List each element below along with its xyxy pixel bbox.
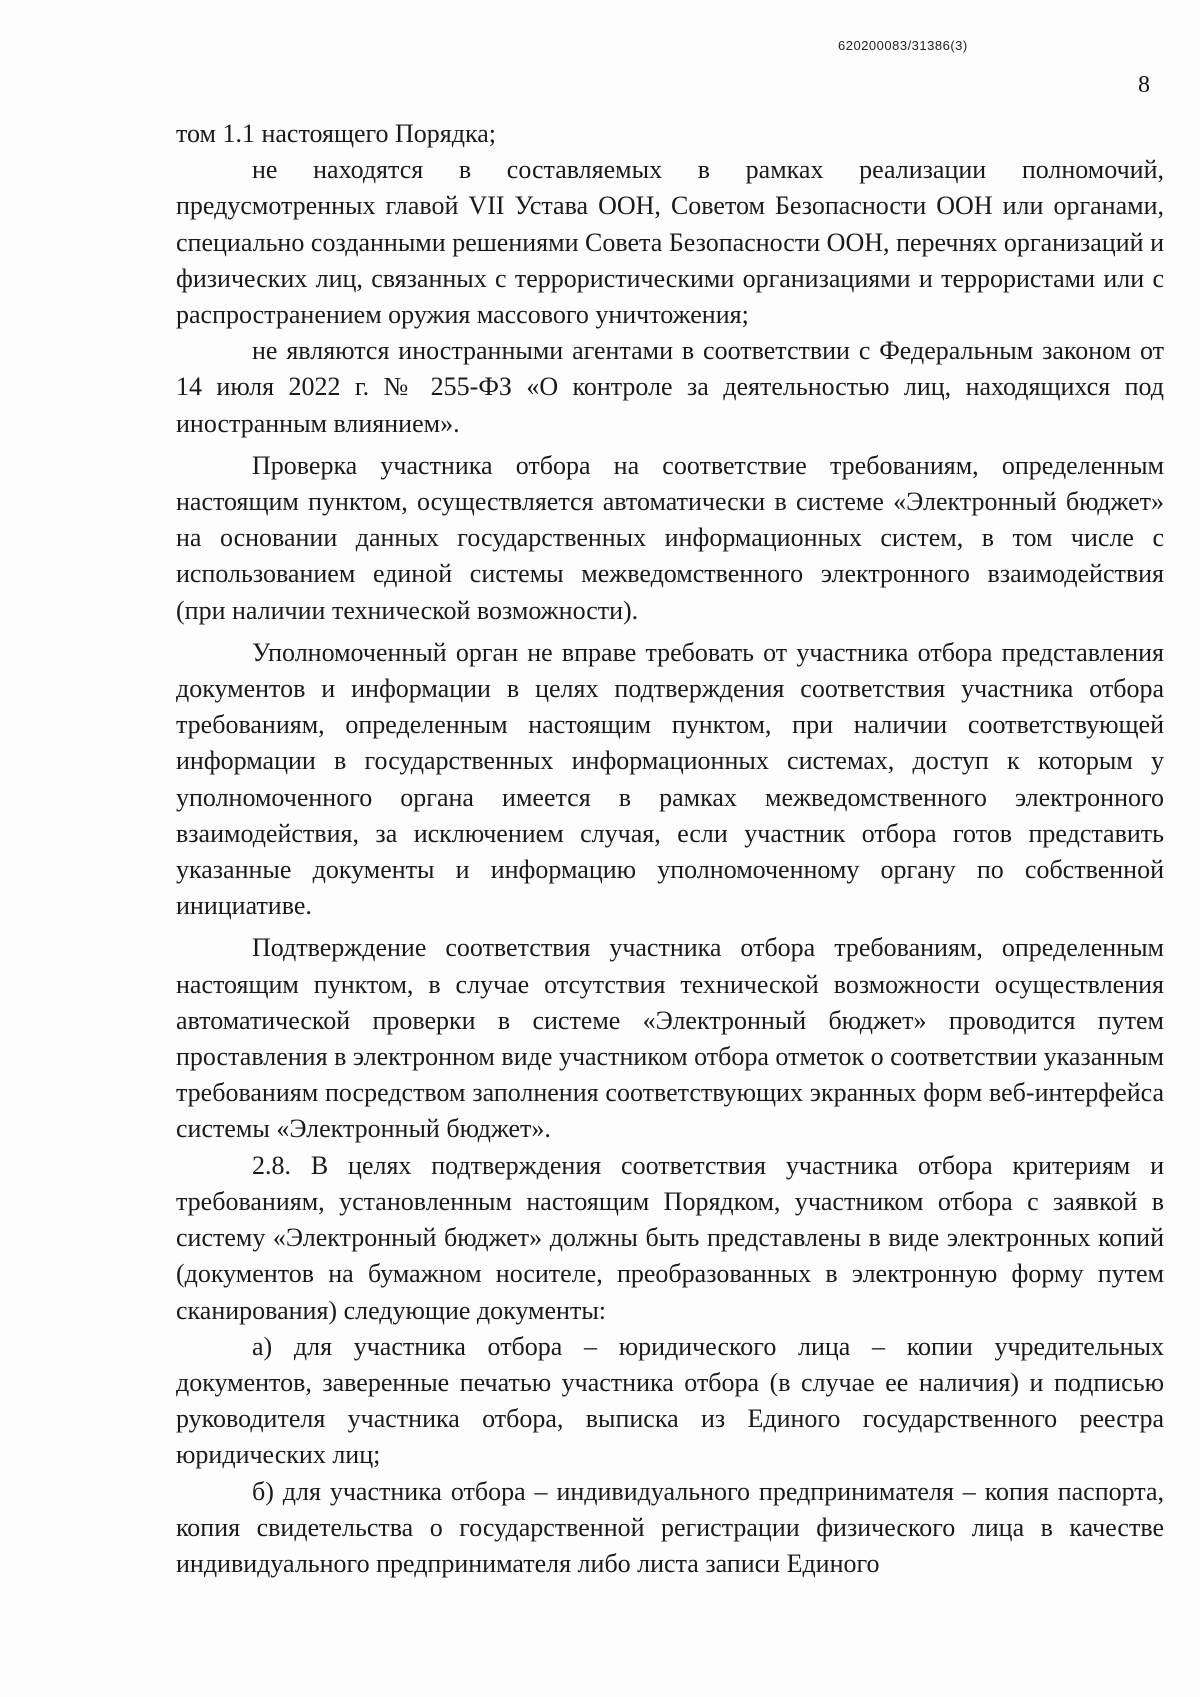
paragraph-8: а) для участника отбора – юридического лица – копии учредительных документов, заверенные печатью участника отбора (в случае ее наличия) и подписью руководителя участника отбора, выписка из Единого государственного реестра юридических лиц; [176, 1331, 1164, 1470]
paragraph-9: б) для участника отбора – индивидуального предпринимателя – копия паспорта, копия свидетельства о государственной регистрации физического лица в качестве индивидуального предпринимателя либо листа записи Единого [176, 1476, 1164, 1578]
paragraph-5: Уполномоченный орган не вправе требовать от участника отбора представления документов и информации в целях подтверждения соответствия участника отбора требованиям, определенным настоящим пунктом, при наличии соответствующей информации в государственных информационных системах, доступ к которым у уполномоченного органа имеется в рамках межведомственного электронного взаимодействия, за исключением случая, если участник отбора готов представить указанные документы и информацию уполномоченному органу по собственной инициативе. [176, 637, 1164, 921]
paragraph-6: Подтверждение соответствия участника отбора требованиям, определенным настоящим пунктом, в случае отсутствия технической возможности осуществления автоматической проверки в системе «Электронный бюджет» проводится путем проставления в электронном виде участником отбора отметок о соответствии указанным требованиям посредством заполнения соответствующих экранных форм веб-интерфейса системы «Электронный бюджет». [176, 933, 1164, 1144]
paragraph-2: не находятся в составляемых в рамках реализации полномочий, предусмотренных главой VII Устава ООН, Советом Безопасности ООН или органами, специально созданными решениями Совета Безопасности ООН, перечнях организаций и физических лиц, связанных с террористическими организациями и террористами или с распространением оружия массового уничтожения; [176, 155, 1164, 330]
page-number: 8 [1138, 72, 1150, 98]
paragraph-7: 2.8. В целях подтверждения соответствия участника отбора критериям и требованиям, установленным настоящим Порядком, участником отбора с заявкой в систему «Электронный бюджет» должны быть представлены в виде электронных копий (документов на бумажном носителе, преобразованных в электронную форму путем сканирования) следующие документы: [176, 1150, 1164, 1325]
paragraph-4: Проверка участника отбора на соответствие требованиям, определенным настоящим пунктом, осуществляется автоматически в системе «Электронный бюджет» на основании данных государственных информационных систем, в том числе с использованием единой системы межведомственного электронного взаимодействия (при наличии технической возможности). [176, 450, 1164, 625]
document-id: 620200083/31386(3) [838, 38, 968, 53]
paragraph-3: не являются иностранными агентами в соответствии с Федеральным законом от 14 июля 2022 г. № 255-ФЗ «О контроле за деятельностью лиц, находящихся под иностранным влиянием». [176, 336, 1164, 438]
paragraph-1: том 1.1 настоящего Порядка; [176, 119, 496, 148]
document-body [176, 116, 1164, 1582]
